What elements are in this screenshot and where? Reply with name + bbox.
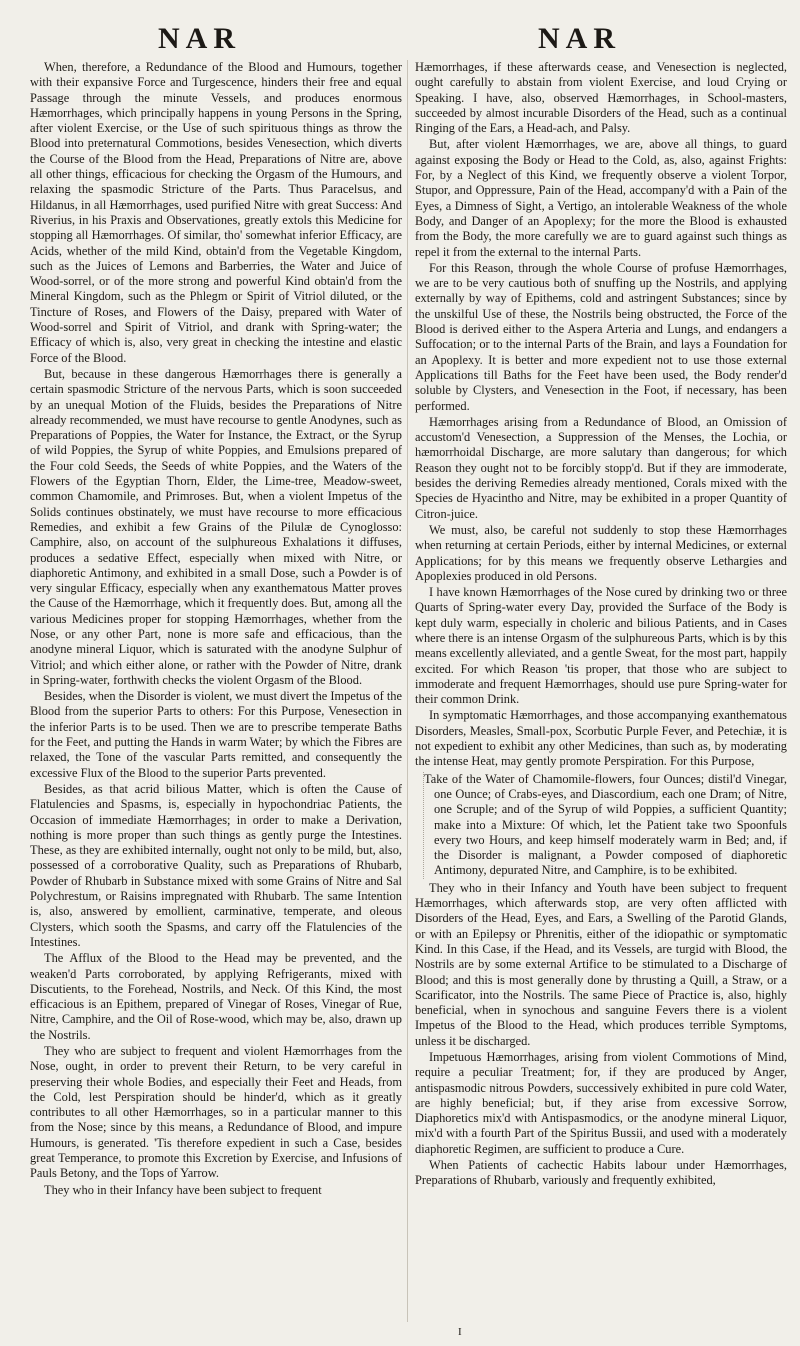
paragraph: We must, also, be careful not suddenly to stop these Hæmorrhages when returning at certain Periods, either by internal Medicines, or external Applications; for by this means we frequently observe Lethargies and Apoplexies produced in old Persons. [415,522,787,583]
paragraph: The Afflux of the Blood to the Head may be prevented, and the weaken'd Parts corroborated, by applying Refrigerants, mixed with Discutients, to the Forehead, Nostrils, and Neck. Of this Kind, the most efficacious is an Epithem, prepared of Vinegar of Roses, Vinegar of Rue, Nitre, Camphire, and the Oil of Rose-wood, which may be, also, drawn up the Nostrils. [30,951,402,1042]
paragraph: When, therefore, a Redundance of the Blood and Humours, together with their expansive Force and Turgescence, hinders their free and equal Passage through the minute Vessels, and produces enormous Hæmorrhages, which principally happens in young Persons in the Spring, after violent Exercise, or the Use of such spirituous things as throw the Blood into preternatural Commotions, besides Venesection, which diverts the Course of the Blood from the Head, Preparations of Nitre are, above all other things, efficacious for checking the Orgasm of the Humours, and relaxing the spasmodic Stricture of the Parts. Thus Paracelsus, and Hildanus, in all Hæmorrhages, used purified Nitre with great Success: And Riverius, in his Praxis and Observationes, greatly extols this Medicine for stopping all Hæmorrhages. Of similar, tho' somewhat inferior Efficacy, are Acids, whether of the mild Kind, obtain'd from the Vegetable Kingdom, such as the Juices of Lemons and Barberries, the Water and Juice of Wood-sorrel, or of the more strong and powerful Kind obtain'd from the Mineral Kingdom, such as the Phlegm or Spirit of Vitriol diluted, or the Tincture of Roses, and Flowers of the Daisy, prepared with Water of Wood-sorrel and Spirit of Vitriol, and drank with Spring-water; the Efficacy of which is, also, very great in checking the intestine and elastic Force of the Blood. [30,60,402,365]
header-left: NAR [158,22,241,55]
column-divider [407,60,408,1322]
paragraph: They who in their Infancy and Youth have been subject to frequent Hæmorrhages, which afterwards stop, are very often afflicted with Disorders of the Head, Eyes, and Ears, a Swelling of the Parotid Glands, or with an Epilepsy or Phrenitis, either of the idiopathic or symptomatic Kind. In this Case, if the Head, and its Vessels, are turgid with Blood, the Nostrils are by some external Artifice to be stimulated to a Discharge of Blood; and this is most generally done by thrusting a Quill, a Straw, or a Scarificator, into the Nostrils. The same Piece of Practice is, also, highly beneficial, when in synochous and sanguine Fevers there is a violent Impetus of the Blood to the Head, which produces terrible Symptoms, unless it be discharged. [415,880,787,1048]
paragraph: But, because in these dangerous Hæmorrhages there is generally a certain spasmodic Stricture of the nervous Parts, which is soon succeeded by an unequal Motion of the Fluids, besides the Preparations of Nitre already recommended, we must have recourse to gentle Anodynes, such as Preparations of Poppies, the Water for Instance, the Extract, or the Syrup of wild Poppies, the Syrup of white Poppies, and Emulsions prepared of the Four cold Seeds, the Seeds of white Poppies, and the Waters of the Flowers of the Egyptian Thorn, Elder, the Lime-tree, Meadow-sweet, common Chamomile, and Primroses. But, when a violent Impetus of the Solids continues obstinately, we must have recourse to more efficacious Remedies, and exhibit a few Grains of the Pilulæ de Cynoglosso: Camphire, also, on account of the sulphureous Exhalations it diffuses, produces a sedative Effect, especially when mixed with Nitre, or diaphoretic Antimony, and exhibited in a small Dose, such a Powder is of very singular Efficacy, especially when any exanthematous Matter proves the Cause of the Hæmorrhage, which it frequently does. But, among all the various Medicines proper for stopping Hæmorrhages, whether from the Nose, or any other Part, none is more safe and efficacious, than the anodyne mineral Liquor, which is saturated with the anodyne Sulphur of Vitriol; and which either alone, or rather with the Powder of Nitre, drank in Spring-water, forthwith checks the violent Orgasm of the Blood. [30,366,402,687]
paragraph: I have known Hæmorrhages of the Nose cured by drinking two or three Quarts of Spring-water every Day, provided the Surface of the Body is kept duly warm, especially in choleric and bilious Patients, and in Cases where there is an intense Orgasm of the sulphureous Parts, which is by this means excellently alleviated, and a gentle Sweat, for the most part, happily excited. For which Reason 'tis proper, that those who are subject to immoderate and frequent Hæmorrhages, should use pure Spring-water for their common Drink. [415,585,787,707]
paragraph: Hæmorrhages arising from a Redundance of Blood, an Omission of accustom'd Venesection, a Suppression of the Menses, the Lochia, or hæmorrhoidal Discharge, are more salutary than dangerous; for which Reason they ought not to be forcibly stopp'd. But if they are immoderate, besides the deriving Remedies already mentioned, Corals mixed with the Species de Hyacintho and Nitre, may be exhibited in a proper Quantity of Citron-juice. [415,414,787,521]
paragraph: They who in their Infancy have been subject to frequent [44,1182,322,1197]
paragraph: Besides, as that acrid bilious Matter, which is often the Cause of Flatulencies and Spasms, is, especially in hypochondriac Patients, the Occasion of immediate Hæmorrhages; in order to make a Derivation, nothing is more proper than such things as gently purge the Intestines. These, as they are exhibited internally, ought not only to be mild, but, also, possessed of a corroborative Quality, such as Preparations of Rhubarb, Powder of Rhubarb in Substance mixed with some Grains of Nitre and Sal Polychrestum, or Raisins impregnated with Rhubarb. The same Intention is, also, answered by emollient, carminative, temperate, and oleous Clysters, which sooth the Spasms, and carry off the Flatulencies of the Intestines. [30,781,402,949]
paragraph: Hæmorrhages, if these afterwards cease, and Venesection is neglected, ought carefully to abstain from violent Exercise, and loud Crying or Speaking. I have, also, observed Hæmorrhages, in School-masters, succeeded by almost incurable Disorders of the Head, such as a continual Ringing of the Ears, a Head-ach, and Palsy. [415,60,787,136]
paragraph: Besides, when the Disorder is violent, we must divert the Impetus of the Blood from the superior Parts to others: For this Purpose, Venesection in the inferior Parts is to be used. Then we are to prescribe temperate Baths for the Feet, and putting the Hands in warm Water; by which the Fibres are relaxed, the Tone of the vascular Parts remitted, and consequently the excessive Flux of the Blood to the superior Parts prevented. [30,689,402,780]
right-column [415,60,787,1322]
paragraph: But, after violent Hæmorrhages, we are, above all things, to guard against exposing the Body or Head to the Cold, as, also, against Frights: For, by a Neglect of this Kind, we frequently observe a violent Torpor, Stupor, and Oppressure, Pain of the Head, accompany'd with a Pain of the Eyes, a Dimness of Sight, a Vertigo, an intolerable Weakness of the whole Body, and Danger of an Apoplexy; for the more the Blood is exhausted from the Body, the more carefully we are to guard against such things as repel it from the external to the internal Parts. [415,137,787,259]
signature-mark: I [458,1326,462,1338]
running-header [0,22,800,62]
left-column [30,60,402,1322]
header-right: NAR [538,22,621,55]
paragraph: For this Reason, through the whole Course of profuse Hæmorrhages, we are to be very cautious both of snuffing up the Nostrils, and applying externally by way of Epithems, cold and astringent Substances; since by the unskilful Use of these, the Nostrils being obstructed, the Force of the Blood is derived either to the Aspera Arteria and Lungs, and endangers a Suffocation; or to the internal Parts of the Brain, and lays a Foundation for an Apoplexy. It is better and more expedient not to use those external Applications till Baths for the Feet have been used, the Body render'd soluble by Clysters, and Venesection in the Foot, if necessary, has been performed. [415,260,787,413]
paragraph: When Patients of cachectic Habits labour under Hæmorrhages, Preparations of Rhubarb, variously and frequently exhibited, [415,1158,787,1188]
paragraph: They who are subject to frequent and violent Hæmorrhages from the Nose, ought, in order to prevent their Return, to be very careful in preserving their whole Bodies, and especially their Feet and Heads, from the Cold, lest Perspiration should be hinder'd, which as it greatly contributes to all other Hæmorrhages, so in a particular manner to this from the Nose; since by this means, a Redundance of Blood, and impure Humours, is generated. 'Tis therefore expedient in such a Case, besides great Temperance, to promote this Excretion by Exercise, and Infusions of Pauls Betony, and the Tops of Yarrow. [30,1044,402,1181]
paragraph: In symptomatic Hæmorrhages, and those accompanying exanthematous Disorders, Measles, Small-pox, Scorbutic Purple Fever, and Petechiæ, it is not expedient to exhibit any other Medicines, than such as, by moderating the intense Heat, may gently promote Perspiration. For this Purpose, [415,708,787,769]
recipe-block: Take of the Water of Chamomile-flowers, four Ounces; distil'd Vinegar, one Ounce; of Crabs-eyes, and Diascordium, each one Dram; of Nitre, one Scruple; and of the Syrup of wild Poppies, a sufficient Quantity; make into a Mixture: Of which, let the Patient take two Spoonfuls every two Hours, and keep himself moderately warm in Bed; and, if the Disorder is malignant, a Powder composed of diaphoretic Antimony, depurated Nitre, and Camphire, is to be exhibited. [424,771,787,878]
page-footer [0,1326,800,1342]
paragraph: Impetuous Hæmorrhages, arising from violent Commotions of Mind, require a peculiar Treatment; for, if they are produced by Anger, antispasmodic nitrous Powders, successively exhibited in pure cold Water, are highly beneficial; but, if they arise from excessive Sorrow, Diaphoretics mix'd with Antispasmodics, or the anodyne mineral Liquor, mix'd with a fourth Part of the Spiritus Bussii, and used with a moderately diaphoretic Regimen, are sufficient to produce a Cure. [415,1050,787,1156]
